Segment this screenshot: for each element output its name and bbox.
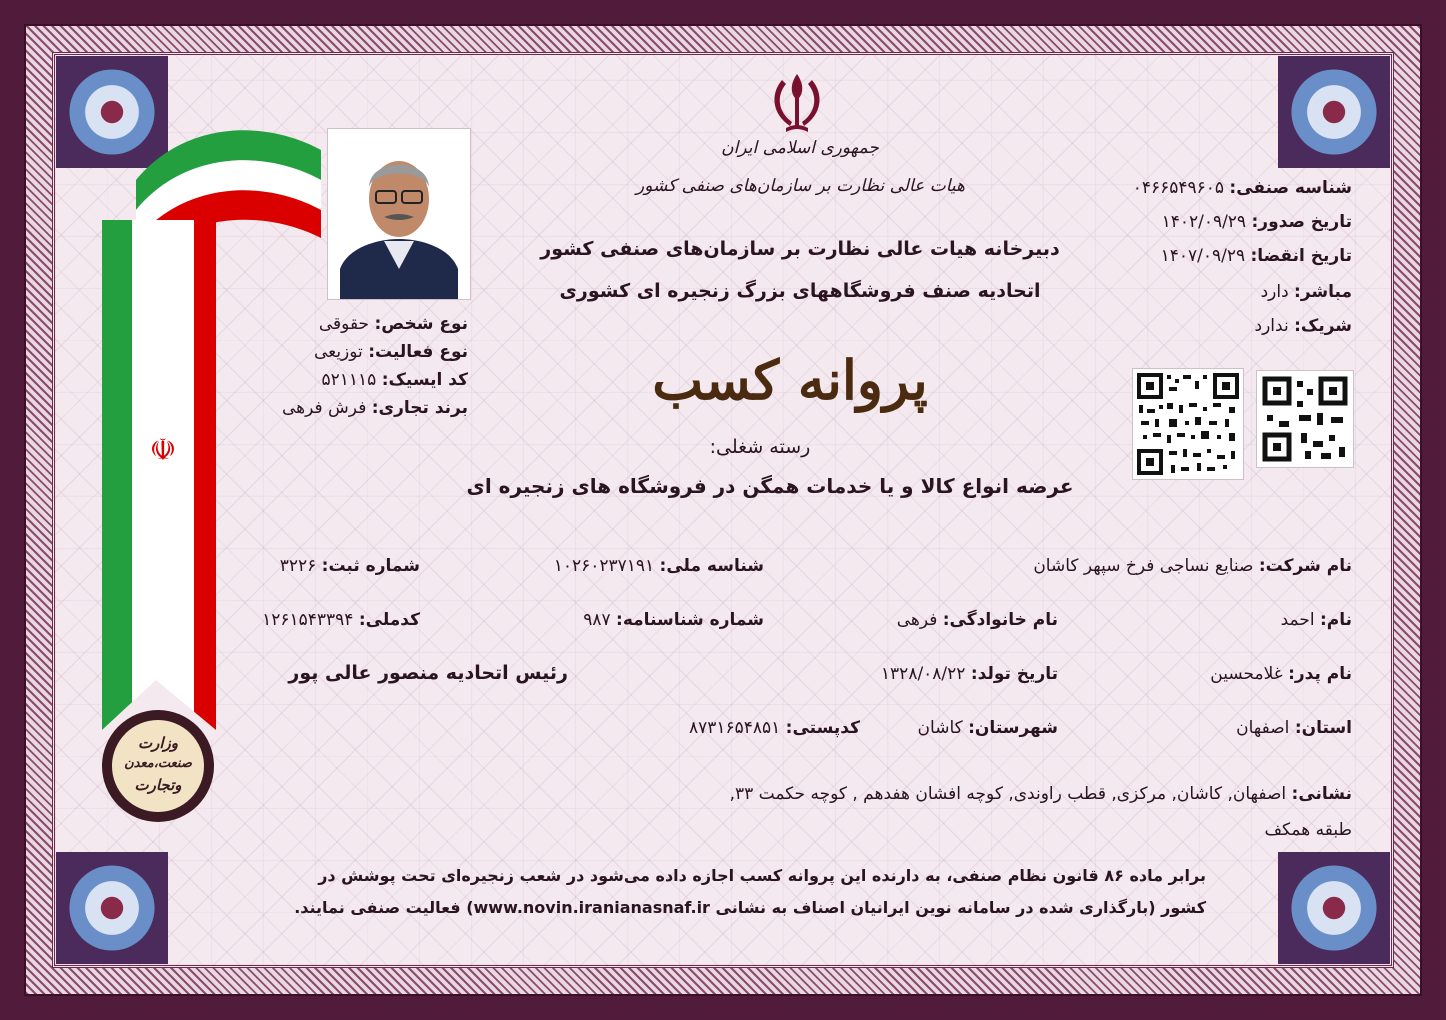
address: نشانی: اصفهان, کاشان, مرکزی, قطب راوندی, کوچه افشان هفدهم , کوچه حکمت ۳۳, (729, 784, 1352, 804)
ministry-seal (100, 708, 216, 824)
expiry-date: تاریخ انقضا: ۱۴۰۷/۰۹/۲۹ (1160, 246, 1352, 266)
national-id: شناسه ملی: ۱۰۲۶۰۲۳۷۱۹۱ (553, 556, 764, 576)
corner-ornament-icon (1278, 852, 1390, 964)
last-name: نام خانوادگی: فرهی (896, 610, 1058, 630)
secretariat-title: دبیرخانه هیات عالی نظارت بر سازمان‌های صنفی کشور (540, 238, 1060, 260)
national-code: کدملی: ۱۲۶۱۵۴۳۳۹۴ (262, 610, 420, 630)
government-name: جمهوری اسلامی ایران (721, 138, 879, 158)
company-name: نام شرکت: صنایع نساجی فرخ سپهر کاشان (1033, 556, 1352, 576)
partner: شریک: ندارد (1254, 316, 1352, 336)
supervisory-board-name: هیات عالی نظارت بر سازمان‌های صنفی کشور (636, 176, 965, 196)
province: استان: اصفهان (1236, 718, 1352, 738)
postal-code: کدپستی: ۸۷۳۱۶۵۴۸۵۱ (688, 718, 860, 738)
svg-text:☫: ☫ (149, 433, 177, 468)
first-name: نام: احمد (1280, 610, 1352, 630)
qr-code-icon (1133, 369, 1243, 479)
manager: مباشر: دارد (1260, 282, 1352, 302)
category-label: رسته شغلی: (709, 436, 811, 458)
id-number: شماره شناسنامه: ۹۸۷ (583, 610, 764, 630)
person-photo-icon (328, 129, 470, 299)
footer-line1: برابر ماده ۸۶ قانون نظام صنفی، به دارنده این پروانه کسب اجازه داده می‌شود در شعب زنجیره‌ای تحت پوشش در (318, 866, 1206, 885)
qr-code-large[interactable] (1132, 368, 1244, 480)
emblem-icon (762, 70, 832, 134)
address-line2: طبقه همکف (1264, 820, 1352, 840)
holder-photo (327, 128, 471, 300)
birth-date: تاریخ تولد: ۱۳۲۸/۰۸/۲۲ (880, 664, 1058, 684)
category-value: عرضه انواع کالا و یا خدمات همگن در فروشگاه های زنجیره ای (466, 474, 1074, 498)
main-title: پروانه کسب (652, 348, 928, 412)
iran-flag-ribbon-icon (96, 120, 326, 740)
registration-number: شماره ثبت: ۳۲۲۶ (279, 556, 420, 576)
issue-date: تاریخ صدور: ۱۴۰۲/۰۹/۲۹ (1161, 212, 1352, 232)
father-name: نام پدر: غلامحسین (1210, 664, 1352, 684)
union-title: اتحادیه صنف فروشگاههای بزرگ زنجیره ای کشوری (559, 280, 1041, 302)
seal-line1: وزارت (137, 734, 179, 752)
corner-ornament-icon (56, 852, 168, 964)
qr-code-icon (1257, 371, 1353, 467)
city: شهرستان: کاشان (917, 718, 1058, 738)
seal-line2: صنعت،معدن (124, 756, 192, 771)
union-president: رئیس اتحادیه منصور عالی پور (288, 662, 568, 684)
footer-line2: کشور (بارگذاری شده در سامانه نوین ایرانیان اصناف به نشانی www.novin.iranianasnaf.ir) فعالیت صنفی نمایند. (294, 898, 1206, 917)
guild-id: شناسه صنفی: ۰۴۶۶۵۴۹۶۰۵ (1132, 178, 1352, 198)
brand-name: برند تجاری: فرش فرهی (282, 398, 468, 418)
activity-type: نوع فعالیت: توزیعی (313, 342, 468, 362)
qr-code-small[interactable] (1256, 370, 1354, 468)
seal-line3: وتجارت (134, 776, 182, 794)
person-type: نوع شخص: حقوقی (318, 314, 468, 334)
isic-code: کد ایسیک: ۵۲۱۱۱۵ (321, 370, 468, 390)
corner-ornament-icon (1278, 56, 1390, 168)
